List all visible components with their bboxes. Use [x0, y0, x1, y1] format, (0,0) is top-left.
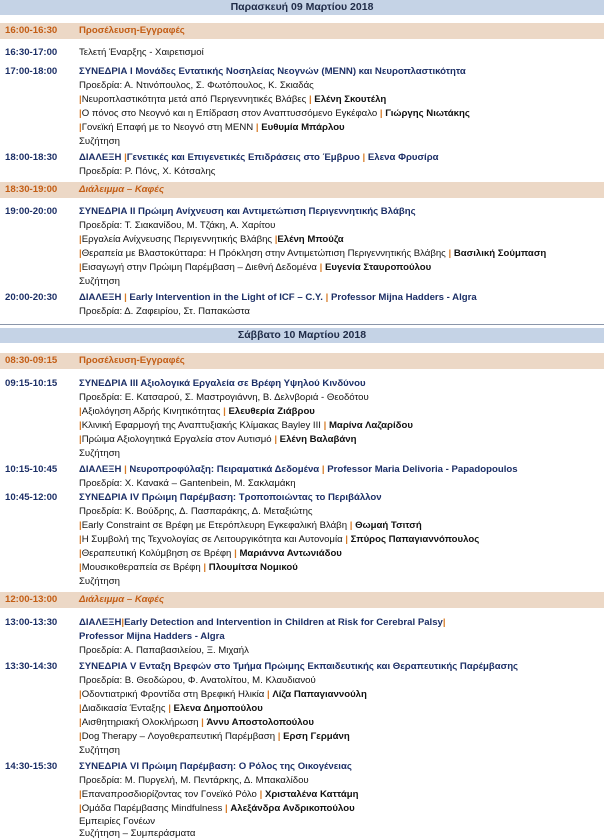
talk-item: |Ο πόνος στο Νεογνό και η Επίδραση στον Αναπτυσσόμενο Εγκέφαλο | Γιώργης Νιωτάκης [79, 108, 470, 119]
time-slot: 09:15-10:15 [5, 378, 58, 389]
discussion-label: Συζήτηση – Συμπεράσματα [79, 828, 196, 839]
discussion-label: Συζήτηση [79, 136, 120, 147]
time-slot: 20:00-20:30 [5, 292, 58, 303]
lecture-speaker: Professor Mijna Hadders - Algra [79, 631, 225, 642]
lecture-chairs: Προεδρία: Χ. Κανακά – Gantenbein, Μ. Σακλαμάκη [79, 478, 296, 489]
time-slot: 10:15-10:45 [5, 464, 58, 475]
session-chairs: Προεδρία: Κ. Βούδρης, Δ. Πασπαράκης, Δ. Μεταξιώτης [79, 506, 313, 517]
time-slot: 12:00-13:00 [5, 594, 58, 605]
talk-item: |Κλινική Εφαρμογή της Αναπτυξιακής Κλίμακας Bayley III | Μαρίνα Λαζαρίδου [79, 420, 413, 431]
talk-item: |Ομάδα Παρέμβασης Mindfulness | Αλεξάνδρα Ανδρικοπούλου [79, 803, 355, 814]
talk-item: |Dog Therapy – Λογοθεραπευτική Παρέμβαση | Ερση Γερμάνη [79, 731, 350, 742]
lecture-title: ΔΙΑΛΕΞΗ|Early Detection and Intervention in Children at Risk for Cerebral Palsy| [79, 617, 446, 628]
lecture-chairs: Προεδρία: Α. Παπαβασιλείου, Ξ. Μιχαήλ [79, 645, 249, 656]
time-slot: 16:00-16:30 [5, 25, 58, 36]
talk-item: |Νευροπλαστικότητα μετά από Περιγεννητικές Βλάβες | Ελένη Σκουτέλη [79, 94, 387, 105]
time-slot: 18:00-18:30 [5, 152, 58, 163]
session-chairs: Προεδρία: Α. Ντινόπουλος, Σ. Φωτόπουλος, Κ. Σκιαδάς [79, 80, 314, 91]
session-title: ΣΥΝΕΔΡΙΑ V Ενταξη Βρεφών στο Τμήμα Πρώιμης Εκπαιδευτικής και Θεραπευτικής Παρέμβασης [79, 661, 519, 672]
talk-item: |Early Constraint σε Βρέφη με Ετερόπλευρη Εγκεφαλική Βλάβη | Θωμαή Τσιτσή [79, 520, 422, 531]
talk-item: |Επαναπροσδιορίζοντας τον Γονεϊκό Ρόλο | Χρισταλένα Καττάμη [79, 789, 359, 800]
talk-item: |Θεραπεία με Βλαστοκύτταρα: Η Πρόκληση στην Αντιμετώπιση Περιγεννητικής Βλάβης | Βασιλική Σούμπαση [79, 248, 547, 259]
talk-item: |Αισθητηριακή Ολοκλήρωση | Άννυ Αποστολοπούλου [79, 717, 314, 728]
opening-ceremony: Τελετή Έναρξης - Χαιρετισμοί [79, 47, 204, 58]
discussion-label: Συζήτηση [79, 745, 120, 756]
lecture-chairs: Προεδρία: Δ. Ζαφειρίου, Στ. Παπακώστα [79, 306, 250, 317]
session-title: ΣΥΝΕΔΡΙΑ ΙΙΙ Αξιολογικά Εργαλεία σε Βρέφη Υψηλού Κινδύνου [79, 378, 366, 389]
talk-item: |Μουσικοθεραπεία σε Βρέφη | Πλουμίτσα Νομικού [79, 562, 298, 573]
talk-item: |Πρώιμα Αξιολογητικά Εργαλεία στον Αυτισμό | Ελένη Βαλαβάνη [79, 434, 357, 445]
arrival-label: Προσέλευση-Εγγραφές [79, 25, 185, 36]
session-chairs: Προεδρία: Β. Θεοδώρου, Φ. Ανατολίτου, Μ. Κλαυδιανού [79, 675, 316, 686]
discussion-label: Συζήτηση [79, 276, 120, 287]
parent-experiences: Εμπειρίες Γονέων [79, 816, 156, 827]
time-slot: 10:45-12:00 [5, 492, 58, 503]
session-title: ΣΥΝΕΔΡΙΑ ΙV Πρώιμη Παρέμβαση: Τροποποιώντας το Περιβάλλον [79, 492, 382, 503]
discussion-label: Συζήτηση [79, 448, 120, 459]
discussion-label: Συζήτηση [79, 576, 120, 587]
session-chairs: Προεδρία: Μ. Πυργελή, Μ. Πεντάρκης, Δ. Μπακαλίδου [79, 775, 309, 786]
arrival-label: Προσέλευση-Εγγραφές [79, 355, 185, 366]
talk-item: |Εισαγωγή στην Πρώιμη Παρέμβαση – Διεθνή Δεδομένα | Ευγενία Σταυροπούλου [79, 262, 432, 273]
time-slot: 17:00-18:00 [5, 66, 58, 77]
session-chairs: Προεδρία: Τ. Σιακανίδου, Μ. Τζάκη, Α. Χαρίτου [79, 220, 276, 231]
talk-item: |Διαδικασία Ένταξης | Ελενα Δημοπούλου [79, 703, 263, 714]
time-slot: 19:00-20:00 [5, 206, 58, 217]
time-slot: 13:00-13:30 [5, 617, 58, 628]
time-slot: 13:30-14:30 [5, 661, 58, 672]
lecture-title: ΔΙΑΛΕΞΗ | Νευροπροφύλαξη: Πειραματικά Δεδομένα | Professor Maria Delivoria - Papadopoulos [79, 464, 518, 475]
time-slot: 18:30-19:00 [5, 184, 58, 195]
break-label: Διάλειμμα – Καφές [79, 594, 164, 605]
talk-item: |Η Συμβολή της Τεχνολογίας σε Λειτουργικότητα και Αυτονομία | Σπύρος Παπαγιαννόπουλος [79, 534, 480, 545]
talk-item: |Θεραπευτική Κολύμβηση σε Βρέφη | Μαριάννα Αντωνιάδου [79, 548, 342, 559]
talk-item: |Γονεϊκή Επαφή με το Νεογνό στη ΜΕΝΝ | Ευθυμία Μπάρλου [79, 122, 345, 133]
session-title: ΣΥΝΕΔΡΙΑ ΙΙ Πρώιμη Ανίχνευση και Αντιμετώπιση Περιγεννητικής Βλάβης [79, 206, 416, 217]
lecture-title: ΔΙΑΛΕΞΗ |Γενετικές και Επιγενετικές Επιδράσεις στο Έμβρυο | Ελενα Φρυσίρα [79, 152, 439, 163]
session-chairs: Προεδρία: Ε. Κατσαρού, Σ. Μαστρογιάννη, Β. Δελνβοριά - Θεοδότου [79, 392, 369, 403]
talk-item: |Οδοντιατρική Φροντίδα στη Βρεφική Ηλικία | Λίζα Παπαγιαννούλη [79, 689, 367, 700]
time-slot: 16:30-17:00 [5, 47, 58, 58]
lecture-title: ΔΙΑΛΕΞΗ | Early Intervention in the Light of ICF – C.Y. | Professor Mijna Hadders - Algra [79, 292, 477, 303]
day-header: Παρασκευή 09 Μαρτίου 2018 [0, 0, 604, 15]
day-header: Σάββατο 10 Μαρτίου 2018 [0, 328, 604, 343]
talk-item: |Αξιολόγηση Αδρής Κινητικότητας | Ελευθερία Ζιάβρου [79, 406, 315, 417]
break-label: Διάλειμμα – Καφές [79, 184, 164, 195]
session-title: ΣΥΝΕΔΡΙΑ VΙ Πρώιμη Παρέμβαση: Ο Ρόλος της Οικογένειας [79, 761, 352, 772]
talk-item: |Εργαλεία Ανίχνευσης Περιγεννητικής Βλάβης |Ελένη Μπούζα [79, 234, 344, 245]
divider [0, 324, 604, 325]
lecture-chairs: Προεδρία: Ρ. Πόνς, Χ. Κότσαλης [79, 166, 216, 177]
session-title: ΣΥΝΕΔΡΙΑ Ι Μονάδες Εντατικής Νοσηλείας Νεογνών (ΜΕΝΝ) και Νευροπλαστικότητα [79, 66, 466, 77]
time-slot: 08:30-09:15 [5, 355, 58, 366]
time-slot: 14:30-15:30 [5, 761, 58, 772]
